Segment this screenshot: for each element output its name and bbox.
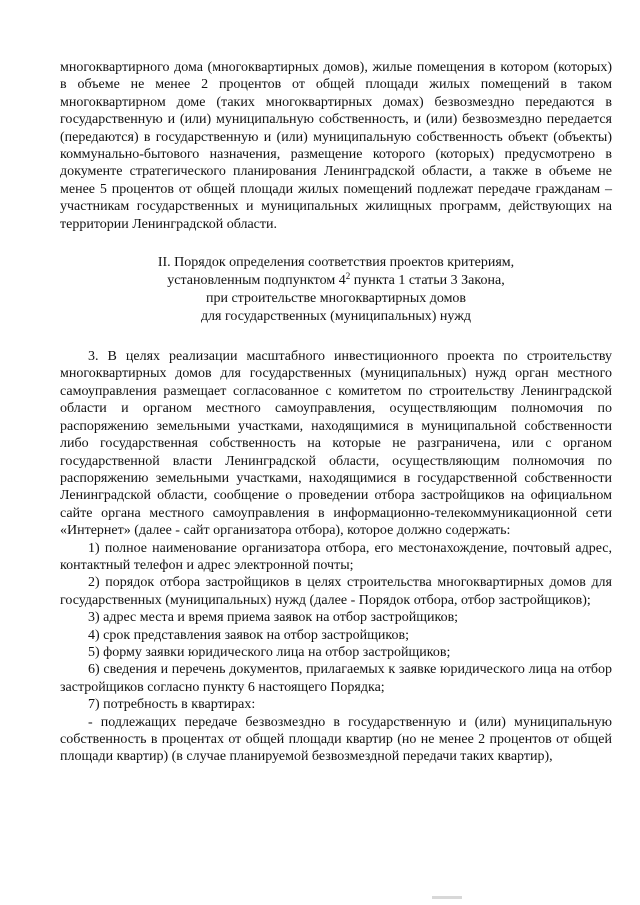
list-item: 2) порядок отбора застройщиков в целях строительства многоквартирных домов для государственных (муниципальных) нужд (далее - Порядок отбора, отбор застройщиков);	[60, 575, 612, 608]
section-heading	[60, 254, 612, 326]
list-item: 1) полное наименование организатора отбора, его местонахождение, почтовый адрес, контактный телефон и адрес электронной почты;	[60, 540, 612, 573]
list-item: - подлежащих передаче безвозмездно в государственную и (или) муниципальную собственность в процентах от общей площади квартир (но не менее 2 процентов от общей площади квартир) (в случае планируемой безвозмездной передачи таких квартир),	[60, 714, 612, 765]
document-page	[60, 59, 612, 766]
scan-artifact	[432, 896, 462, 899]
list-item: 6) сведения и перечень документов, прилагаемых к заявке юридического лица на отбор застройщиков согласно пункту 6 настоящего Порядка;	[60, 662, 612, 695]
section-heading-superscript: 2	[345, 271, 351, 282]
list-item: 7) потребность в квартирах:	[88, 697, 256, 713]
section-heading-line-2	[60, 272, 612, 290]
intro-paragraph: многоквартирного дома (многоквартирных домов), жилые помещения в котором (которых) в объеме не менее 2 процентов от общей площади жилых помещений в таком многоквартирном доме (таких многоквартирных домах) безвозмездно передаются в государственную и (или) муниципальную собственность, и (или) безвозмездно передается (передаются) в государственную и (или) муниципальную собственность объект (объекты) коммунально-бытового назначения, размещение которого (которых) предусмотрено в документе стратегического планирования Ленинградской области, а также в объеме не менее 5 процентов от общей площади жилых помещений подлежат передаче гражданам – участникам государственных и муниципальных жилищных программ, действующих на территории Ленинградской области.	[60, 60, 612, 232]
section-heading-line-4: для государственных (муниципальных) нужд	[200, 309, 472, 325]
list-item: 4) срок представления заявок на отбор застройщиков;	[88, 627, 409, 643]
section-heading-line-2-end: пункта 1 статьи 3 Закона,	[350, 273, 505, 289]
list-item: 5) форму заявки юридического лица на отбор застройщиков;	[88, 644, 451, 660]
clause-3-paragraph: 3. В целях реализации масштабного инвестиционного проекта по строительству многоквартирных домов для государственных (муниципальных) нужд орган местного самоуправления размещает согласованное с комитетом по строительству Ленинградской области и органом местного самоуправления, осуществляющим полномочия по распоряжению земельными участками, находящимися в муниципальной собственности либо государственная собственность на которые не разграничена, или с органом государственной власти Ленинградской области, осуществляющим полномочия по распоряжению земельными участками, находящимися в государственной собственности Ленинградской области, сообщение о проведении отбора застройщиков на официальном сайте органа местного самоуправления в информационно-телекоммуникационной сети «Интернет» (далее - сайт организатора отбора), которое должно содержать:	[60, 349, 612, 539]
section-heading-line-3: при строительстве многоквартирных домов	[205, 291, 467, 307]
list-item: 3) адрес места и время приема заявок на отбор застройщиков;	[88, 610, 459, 626]
section-heading-line-2-start: установленным подпунктом 4	[167, 273, 346, 289]
section-heading-line-1: II. Порядок определения соответствия проектов критериям,	[157, 255, 515, 271]
